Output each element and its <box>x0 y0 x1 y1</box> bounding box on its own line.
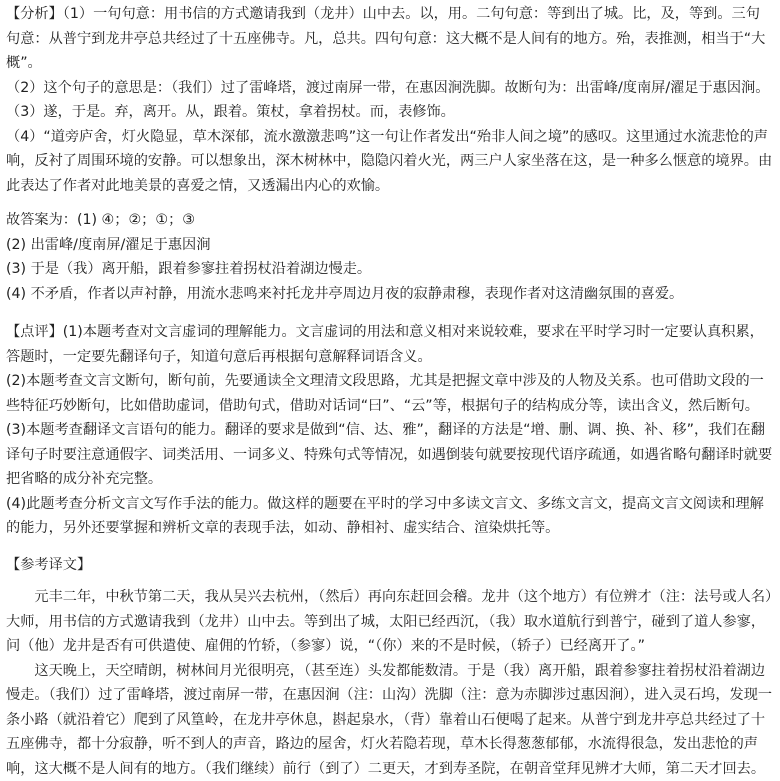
comment-paragraph-1: 【点评】(1)本题考查对文言虚词的理解能力。文言虚词的用法和意义相对来说较难，要求在平时学习时一定要认真积累，答题时，一定要先翻译句子，知道句意后再根据句意解释词语含义。 <box>6 320 774 369</box>
spacer <box>6 306 774 320</box>
spacer <box>6 198 774 208</box>
comment-paragraph-2: (2)本题考查文言文断句，断句前，先要通读全文理清文段思路，尤其是把握文章中涉及的人物及关系。也可借助文段的一些特征巧妙断句，比如借助虚词，借助句式，借助对话词“曰”、“云”等，根据句子的结构成分等，读出含义，然后断句。 <box>6 369 774 418</box>
analysis-paragraph-1 <box>6 2 774 76</box>
analysis-section <box>6 2 774 198</box>
answer-section <box>6 208 774 306</box>
comment-paragraph-4: (4)此题考查分析文言文写作手法的能力。做这样的题要在平时的学习中多读文言文、多练文言文，提高文言文阅读和理解的能力，另外还要掌握和辨析文章的表现手法，如动、静相衬、虚实结合、渲染烘托等。 <box>6 492 774 541</box>
comment-section <box>6 320 774 541</box>
translation-paragraph-2: 这天晚上，天空晴朗，树林间月光很明亮，（甚至连）头发都能数清。于是（我）离开船，跟着参寥拄着拐杖沿着湖边慢走。（我们）过了雷峰塔，渡过南屏一带，在惠因涧（注：山沟）洗脚（注：意为赤脚涉过惠因涧），进入灵石坞，发现一条小路（就沿着它）爬到了风篁岭，在龙井亭休息，斟起泉水，（背）靠着山石便喝了起来。从普宁到龙井亭总共经过了十五座佛寺，都十分寂静，听不到人的声音，路边的屋舍，灯火若隐若现，草木长得葱葱郁郁，水流得很急，发出悲怆的声响，这大概不是人间有的地方。（我们继续）前行（到了）二更天，才到寿圣院，在朝音堂拜见辨才大师，第二天才回去。 <box>6 659 774 781</box>
spacer <box>6 541 774 553</box>
answer-line-2: (2) 出雷峰/度南屏/濯足于惠因涧 <box>6 233 774 258</box>
analysis-heading: 【分析】 <box>6 6 63 22</box>
analysis-text-1: （1）一句句意：用书信的方式邀请我到（龙井）山中去。以，用。二句句意：等到出了城。比，及，等到。三句句意：从普宁到龙井亭总共经过了十五座佛寺。凡，总共。四句句意：这大概不是人间有的地方。殆，表推测，相当于“大概”。 <box>6 6 765 71</box>
analysis-paragraph-3: （3）遂，于是。弃，离开。从，跟着。策杖，拿着拐杖。而，表修饰。 <box>6 100 774 125</box>
spacer <box>6 577 774 585</box>
analysis-paragraph-4: （4）“道旁庐舍，灯火隐显，草木深郁，流水激激悲鸣”这一句让作者发出“殆非人间之境”的感叹。这里通过水流悲怆的声响，反衬了周围环境的安静。可以想象出，深木树林中，隐隐闪着火光，两三户人家坐落在这，是一种多么惬意的境界。由此表达了作者对此地美景的喜爱之情，又透漏出内心的欢愉。 <box>6 125 774 199</box>
translation-section <box>6 553 774 781</box>
analysis-paragraph-2: （2）这个句子的意思是：（我们）过了雷峰塔，渡过南屏一带，在惠因涧洗脚。故断句为：出雷峰/度南屏/濯足于惠因涧。 <box>6 76 774 101</box>
answer-line-1: 故答案为：(1) ④；②；①；③ <box>6 208 774 233</box>
translation-heading: 【参考译文】 <box>6 553 774 578</box>
translation-paragraph-1: 元丰二年，中秋节第二天，我从吴兴去杭州，（然后）再向东赶回会稽。龙井（这个地方）有位辨才（注：法号或人名）大师，用书信的方式邀请我到（龙井）山中去。等到出了城，太阳已经西沉，（我）取水道航行到普宁，碰到了道人参寥，问（他）龙井是否有可供遣使、雇佣的竹轿，（参寥）说，“（你）来的不是时候，（轿子）已经离开了。” <box>6 585 774 659</box>
answer-line-3: (3) 于是（我）离开船，跟着参寥拄着拐杖沿着湖边慢走。 <box>6 257 774 282</box>
answer-line-4: (4) 不矛盾，作者以声衬静，用流水悲鸣来衬托龙井亭周边月夜的寂静肃穆，表现作者对这清幽氛围的喜爱。 <box>6 282 774 307</box>
comment-paragraph-3: (3)本题考查翻译文言语句的能力。翻译的要求是做到“信、达、雅”，翻译的方法是“增、删、调、换、补、移”，我们在翻译句子时要注意通假字、词类活用、一词多义、特殊句式等情况，如遇倒装句就要按现代语序疏通，如遇省略句翻译时就要把省略的成分补充完整。 <box>6 418 774 492</box>
